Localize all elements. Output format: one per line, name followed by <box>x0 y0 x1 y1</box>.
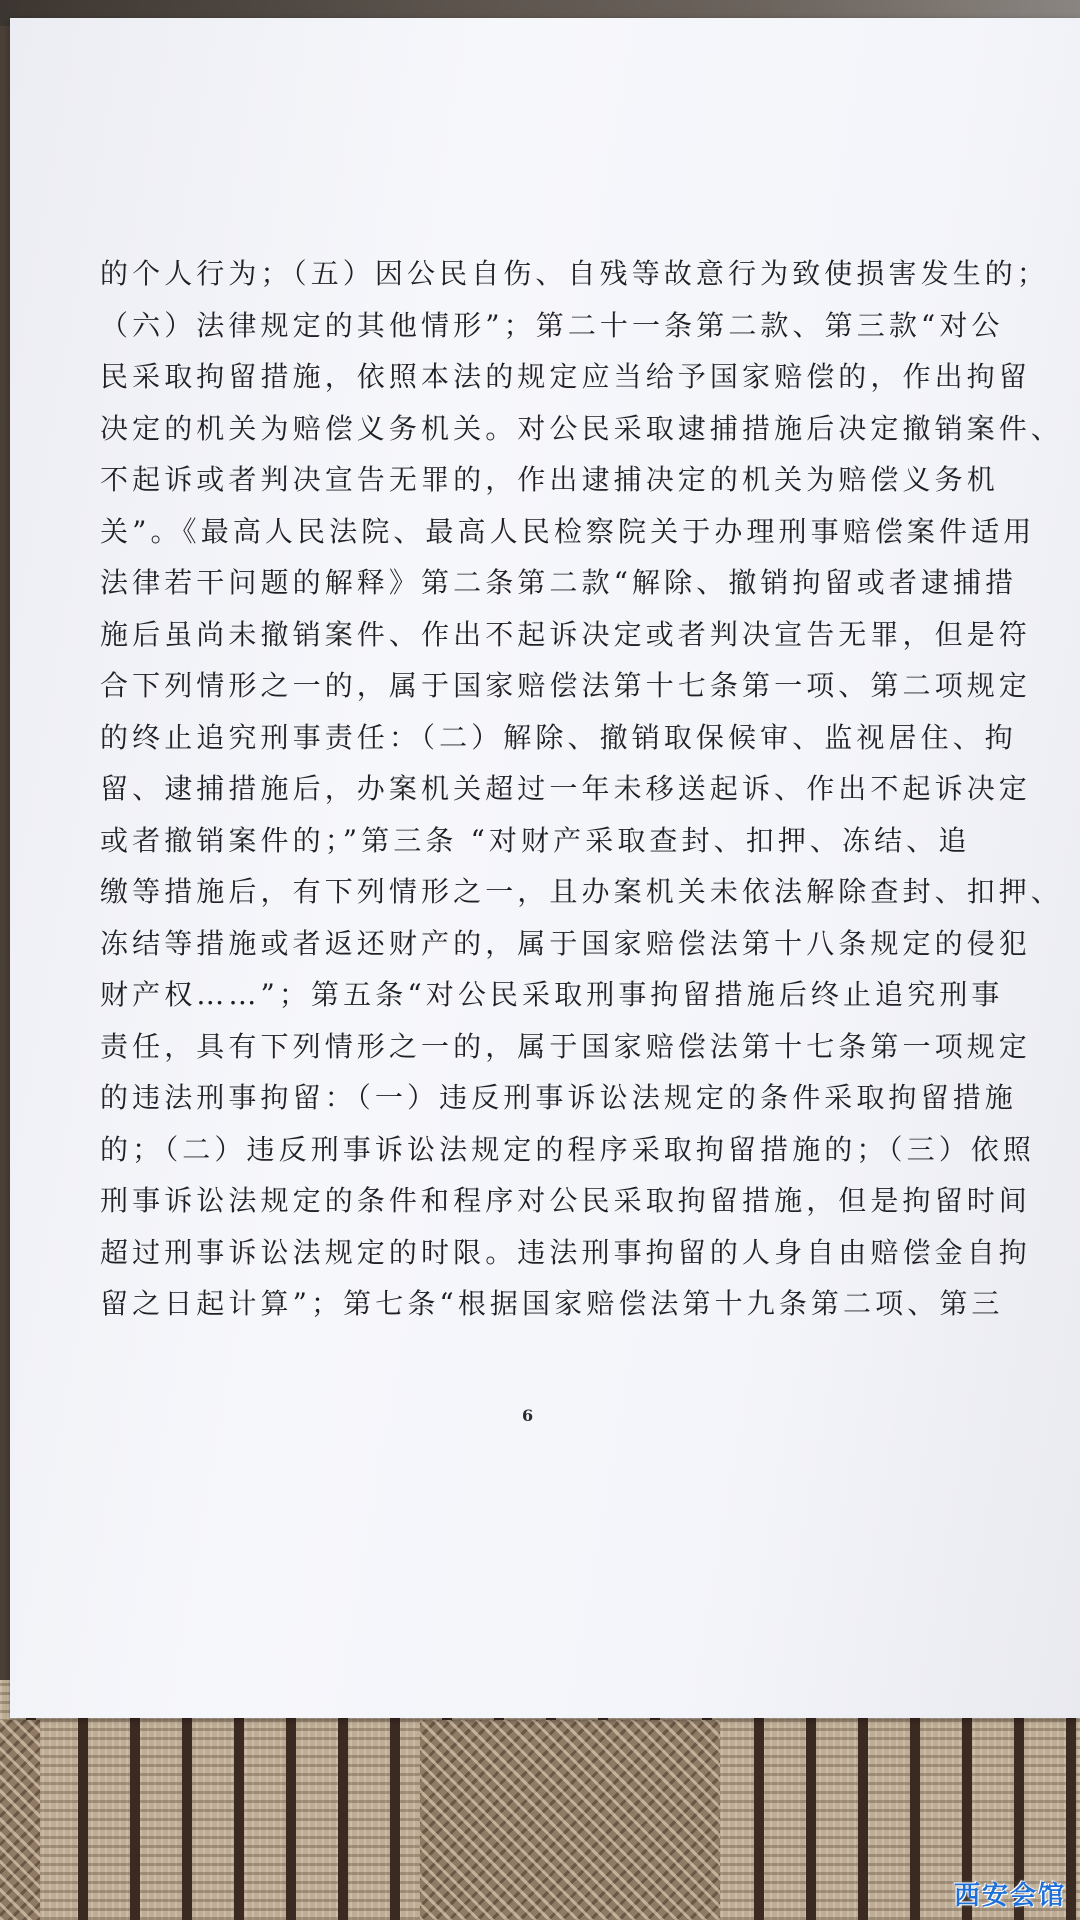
text-line: 缴等措施后，有下列情形之一，且办案机关未依法解除查封、扣押、 <box>100 875 1064 908</box>
watermark-logo: 西安会馆 <box>953 1881 1066 1911</box>
text-line: 决定的机关为赔偿义务机关。对公民采取逮捕措施后决定撤销案件、 <box>100 411 1064 445</box>
text-line: 留之日起计算”；第七条“根据国家赔偿法第十九条第二项、第三 <box>100 1287 1004 1320</box>
text-line: 的终止追究刑事责任：（二）解除、撤销取保候审、监视居住、拘 <box>100 720 1017 754</box>
text-line: （六）法律规定的其他情形”；第二十一条第二款、第三款“对公 <box>100 308 1004 342</box>
text-line: 民采取拘留措施，依照本法的规定应当给予国家赔偿的，作出拘留 <box>100 360 1031 393</box>
text-line: 或者撤销案件的；”第三条 “对财产采取查封、扣押、冻结、追 <box>100 823 971 857</box>
body-text <box>100 248 1064 1330</box>
text-line: 超过刑事诉讼法规定的时限。违法刑事拘留的人身自由赔偿金自拘 <box>100 1235 1031 1269</box>
text-line: 财产权……”；第五条“对公民采取刑事拘留措施后终止追究刑事 <box>100 978 1004 1011</box>
text-line: 合下列情形之一的，属于国家赔偿法第十七条第一项、第二项规定 <box>100 669 1031 702</box>
text-line: 施后虽尚未撤销案件、作出不起诉决定或者判决宣告无罪，但是符 <box>100 617 1031 651</box>
text-line: 关”。《最高人民法院、最高人民检察院关于办理刑事赔偿案件适用 <box>100 514 1036 548</box>
tablecloth-pattern-panel <box>0 1720 40 1920</box>
text-line: 刑事诉讼法规定的条件和程序对公民采取拘留措施，但是拘留时间 <box>100 1184 1031 1217</box>
tablecloth-pattern-panel <box>420 1720 720 1920</box>
page-number: 6 <box>522 1406 534 1425</box>
text-line: 的违法刑事拘留：（一）违反刑事诉讼法规定的条件采取拘留措施 <box>100 1081 1017 1114</box>
text-line: 责任，具有下列情形之一的，属于国家赔偿法第十七条第一项规定 <box>100 1029 1031 1063</box>
text-line: 法律若干问题的解释》第二条第二款“解除、撤销拘留或者逮捕措 <box>100 566 1018 599</box>
text-line: 留、逮捕措施后，办案机关超过一年未移送起诉、作出不起诉决定 <box>100 772 1031 805</box>
text-line: 的个人行为；（五）因公民自伤、自残等故意行为致使损害发生的； <box>100 257 1050 290</box>
text-line: 不起诉或者判决宣告无罪的，作出逮捕决定的机关为赔偿义务机 <box>100 463 999 496</box>
document-page <box>10 18 1080 1718</box>
text-line: 冻结等措施或者返还财产的，属于国家赔偿法第十八条规定的侵犯 <box>100 926 1031 960</box>
text-line: 的；（二）违反刑事诉讼法规定的程序采取拘留措施的；（三）依照 <box>100 1132 1036 1166</box>
